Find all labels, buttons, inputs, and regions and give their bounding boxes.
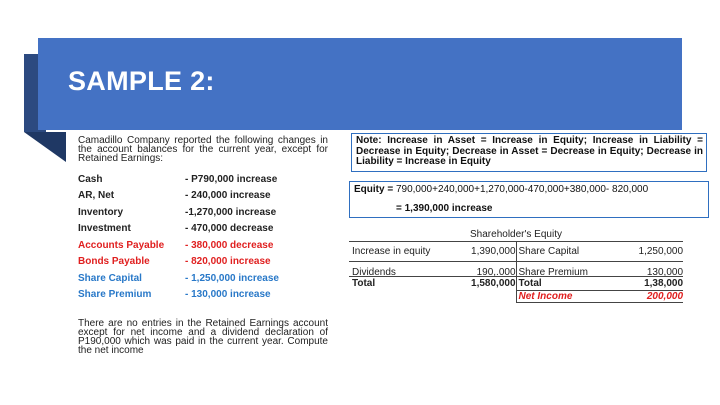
account-item-share-premium <box>78 287 328 304</box>
left-value: 1,390,000 <box>471 246 516 257</box>
account-change: - 380,000 decrease <box>185 239 274 251</box>
account-change: - P790,000 increase <box>185 173 278 185</box>
slide-title: SAMPLE 2: <box>68 66 215 96</box>
title-fold-corner <box>24 132 66 162</box>
left-value: 190,.000 <box>476 267 516 278</box>
equity-formula-line <box>354 184 704 195</box>
note-text: Note: Increase in Asset = Increase in Equity; Increase in Liability = Decrease in Equity; Decrease in Asset = Decrease in Equity; Decrease in Liability = Increase in Equity <box>356 135 703 167</box>
left-value: 1,580,000 <box>471 278 516 289</box>
right-value: 1,38,000 <box>618 277 683 291</box>
table-row <box>349 262 683 277</box>
equity-result: = 1,390,000 increase <box>396 203 493 214</box>
account-item-investment <box>78 221 328 238</box>
account-item-share-capital <box>78 270 328 287</box>
account-name: Inventory <box>78 206 124 218</box>
problem-text <box>78 136 328 355</box>
intro-paragraph: Camadillo Company reported the following changes in the account balances for the current year, except for Retained Earnings: <box>78 135 328 164</box>
account-item-cash <box>78 171 328 188</box>
shareholders-equity-t-account <box>349 229 683 303</box>
right-value: 200,000 <box>618 291 683 303</box>
left-label: Dividends <box>352 267 396 278</box>
t-account-header: Shareholder's Equity <box>349 229 683 242</box>
account-name: Accounts Payable <box>78 239 165 251</box>
table-row <box>349 277 683 291</box>
account-item-bonds-payable <box>78 254 328 271</box>
right-value: 130,000 <box>646 267 684 278</box>
account-change: - 240,000 increase <box>185 190 271 202</box>
equity-label: Equity = <box>354 184 394 195</box>
left-label: Increase in equity <box>352 246 431 257</box>
left-label: Total <box>352 278 376 289</box>
account-name: Bonds Payable <box>78 256 150 268</box>
account-name: Investment <box>78 223 131 235</box>
right-label: Total <box>516 277 619 291</box>
account-change: - 130,000 increase <box>185 289 271 301</box>
table-row <box>349 291 683 303</box>
account-changes-list <box>78 171 328 303</box>
account-item-accounts-payable <box>78 237 328 254</box>
account-name: Share Premium <box>78 289 152 301</box>
right-label: Share Premium <box>516 262 619 276</box>
left-label <box>349 291 452 303</box>
right-label: Net Income <box>516 291 619 303</box>
account-name: Cash <box>78 173 103 185</box>
table-row <box>349 242 683 262</box>
account-change: -1,270,000 increase <box>185 206 277 218</box>
equity-formula: 790,000+240,000+1,270,000-470,000+380,000- 820,000 <box>393 184 649 195</box>
account-change: - 820,000 increase <box>185 256 271 268</box>
account-item-inventory <box>78 204 328 221</box>
right-label: Share Capital <box>516 242 619 261</box>
equity-box <box>349 181 709 218</box>
account-change: - 470,000 decrease <box>185 223 274 235</box>
closing-paragraph: There are no entries in the Retained Earnings account except for net income and a dividend declaration of P190,000 which was paid in the current year. Compute the net income <box>78 318 328 356</box>
account-change: - 1,250,000 increase <box>185 272 279 284</box>
right-value: 1,250,000 <box>638 246 684 257</box>
account-item-ar <box>78 188 328 205</box>
left-value <box>452 291 516 303</box>
account-name: Share Capital <box>78 272 142 284</box>
account-name: AR, Net <box>78 190 115 202</box>
note-box <box>351 133 707 172</box>
